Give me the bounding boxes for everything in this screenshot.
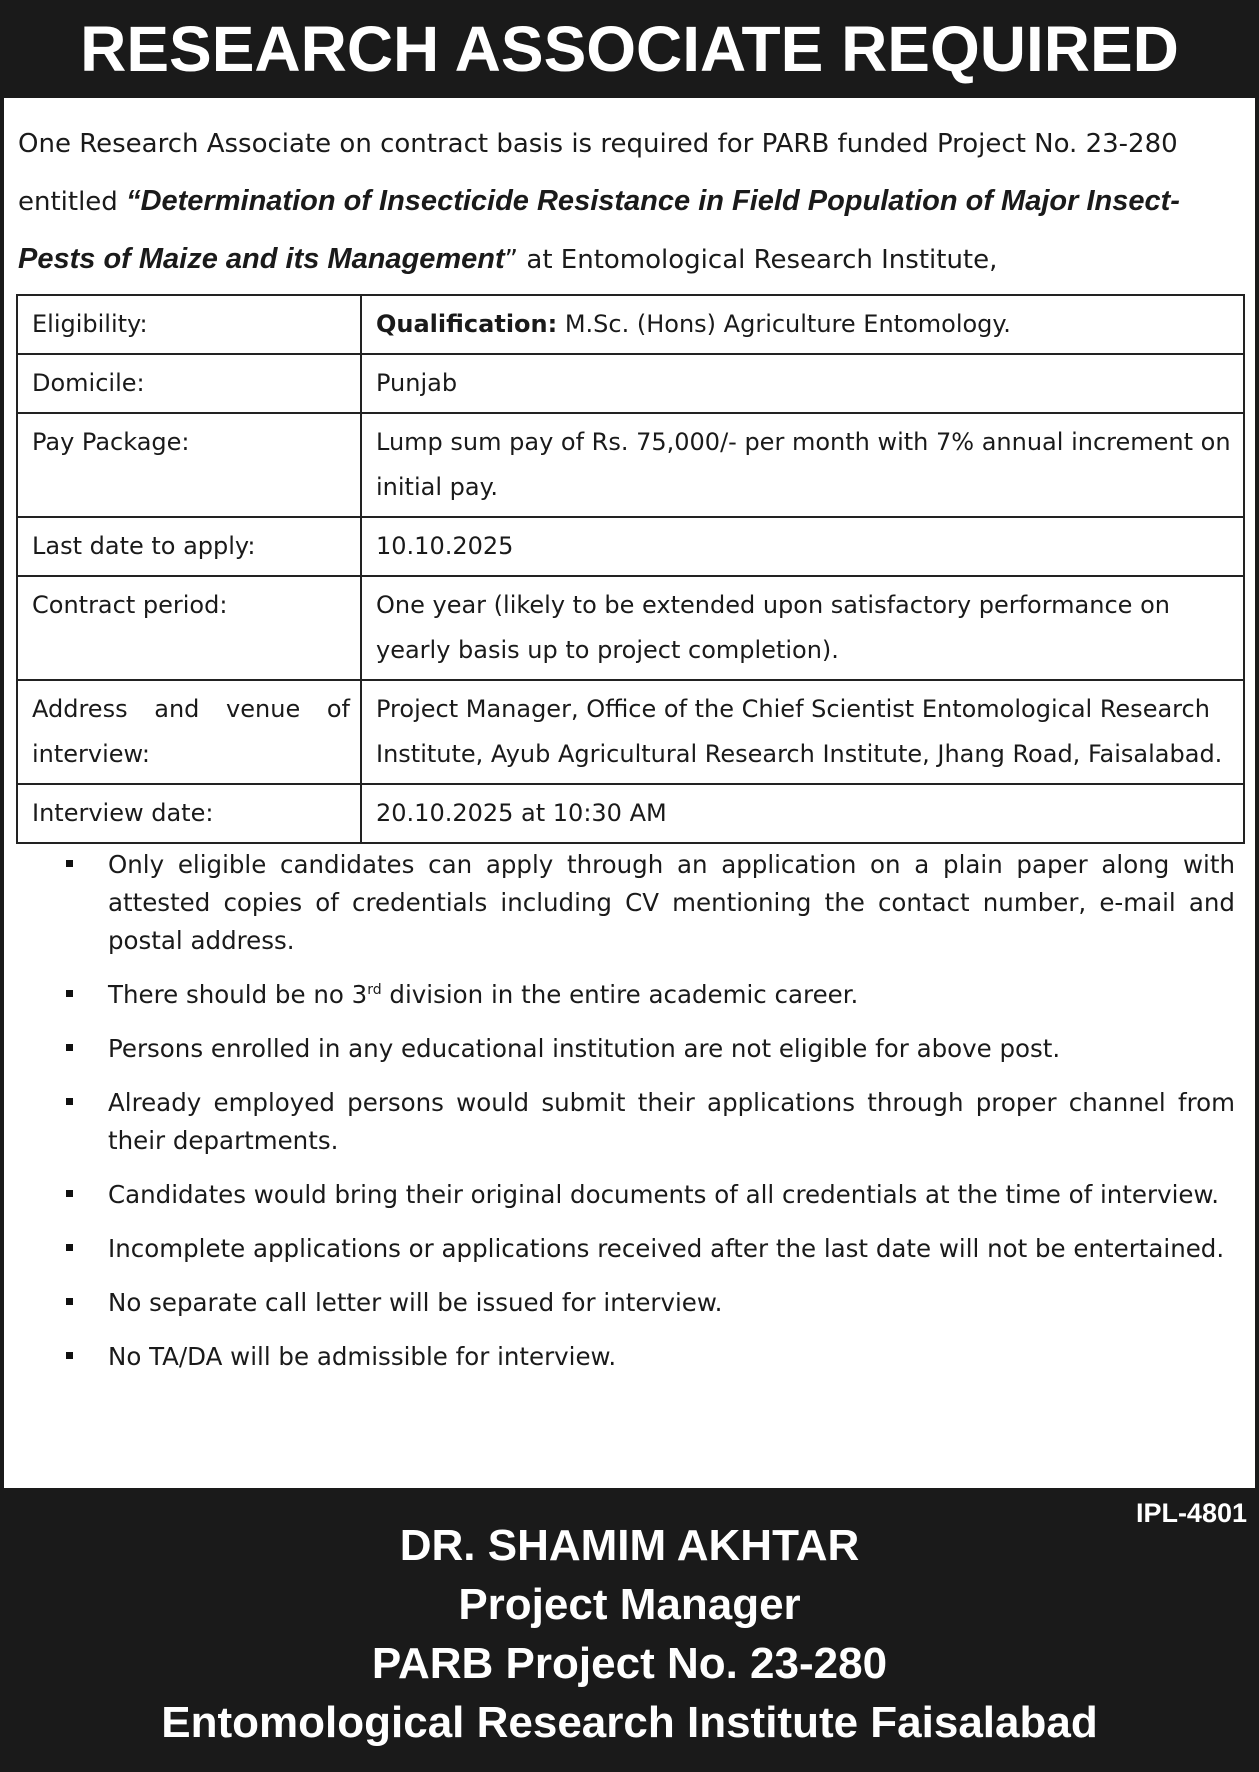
list-item [4,1338,1255,1376]
pay-package-value: Lump sum pay of Rs. 75,000/- per month with 7% annual increment on initial pay. [361,413,1244,517]
condition-text: Only eligible candidates can apply through an application on a plain paper along with attested copies of credentials including CV mentioning the contact number, e-mail and postal address. [108,850,1235,955]
intro-lead: One Research Associate on contract basis is required for PARB funded Project No. 23-280 entitled [18,129,1178,217]
list-item [4,1176,1255,1214]
signatory-institute: Entomological Research Institute Faisalabad [161,1698,1098,1747]
conditions-list [4,846,1255,1392]
table-row-domicile [17,354,1244,413]
bullet-icon [66,1190,73,1197]
contract-period-label: Contract period: [17,576,361,680]
project-title: “Determination of Insecticide Resistance in Field Population of Major Insect-Pests of Maize and its Management [18,185,1180,275]
table-row-interview-date [17,784,1244,843]
signatory-project: PARB Project No. 23-280 [371,1639,888,1688]
ad-body [4,98,1255,1488]
intro-paragraph [18,116,1248,289]
list-item [4,976,1255,1014]
list-item [4,1030,1255,1068]
interview-date-label: Interview date: [17,784,361,843]
footer-banner [0,1488,1259,1772]
eligibility-value [361,295,1244,354]
bullet-icon [66,1352,73,1359]
condition-text-part: There should be no 3 [108,980,368,1009]
domicile-label: Domicile: [17,354,361,413]
last-date-label: Last date to apply: [17,517,361,576]
bullet-icon [66,860,73,867]
address-label: Address and venue of interview: [17,680,361,784]
condition-text-part: division in the entire academic career. [381,980,859,1009]
contract-period-value: One year (likely to be extended upon satisfactory performance on yearly basis up to project completion). [361,576,1244,680]
condition-text: Already employed persons would submit their applications through proper channel from their departments. [108,1088,1235,1155]
table-row-address [17,680,1244,784]
qualification-label: Qualification: [376,310,558,338]
condition-text: Incomplete applications or applications received after the last date will not be entertained. [108,1234,1225,1263]
reference-code: IPL-4801 [1135,1498,1247,1528]
list-item [4,1084,1255,1160]
condition-text: Candidates would bring their original documents of all credentials at the time of interview. [108,1180,1220,1209]
table-row-eligibility [17,295,1244,354]
bullet-icon [66,1044,73,1051]
bullet-icon [66,990,73,997]
bullet-icon [66,1098,73,1105]
condition-text: No TA/DA will be admissible for interview. [108,1342,617,1371]
list-item [4,1284,1255,1322]
signatory-designation: Project Manager [458,1580,801,1629]
condition-text [108,980,858,1009]
list-item [4,846,1255,960]
intro-tail: ” at Entomological Research Institute, [504,245,998,275]
signatory-name: DR. SHAMIM AKHTAR [399,1521,860,1570]
list-item [4,1230,1255,1268]
bullet-icon [66,1298,73,1305]
condition-text: No separate call letter will be issued for interview. [108,1288,723,1317]
table-row-last-date [17,517,1244,576]
details-table [16,294,1245,844]
pay-package-label: Pay Package: [17,413,361,517]
last-date-value: 10.10.2025 [361,517,1244,576]
domicile-value: Punjab [361,354,1244,413]
table-row-pay-package [17,413,1244,517]
bullet-icon [66,1244,73,1251]
condition-text: Persons enrolled in any educational institution are not eligible for above post. [108,1034,1061,1063]
qualification-value: M.Sc. (Hons) Agriculture Entomology. [557,310,1011,338]
ordinal-suffix: rd [367,981,382,998]
table-row-contract-period [17,576,1244,680]
header-banner [0,0,1259,98]
ad-title: RESEARCH ASSOCIATE REQUIRED [80,13,1179,85]
eligibility-label: Eligibility: [17,295,361,354]
interview-date-value: 20.10.2025 at 10:30 AM [361,784,1244,843]
address-value: Project Manager, Office of the Chief Scientist Entomological Research Institute, Ayub Agricultural Research Institute, Jhang Road, Faisalabad. [361,680,1244,784]
